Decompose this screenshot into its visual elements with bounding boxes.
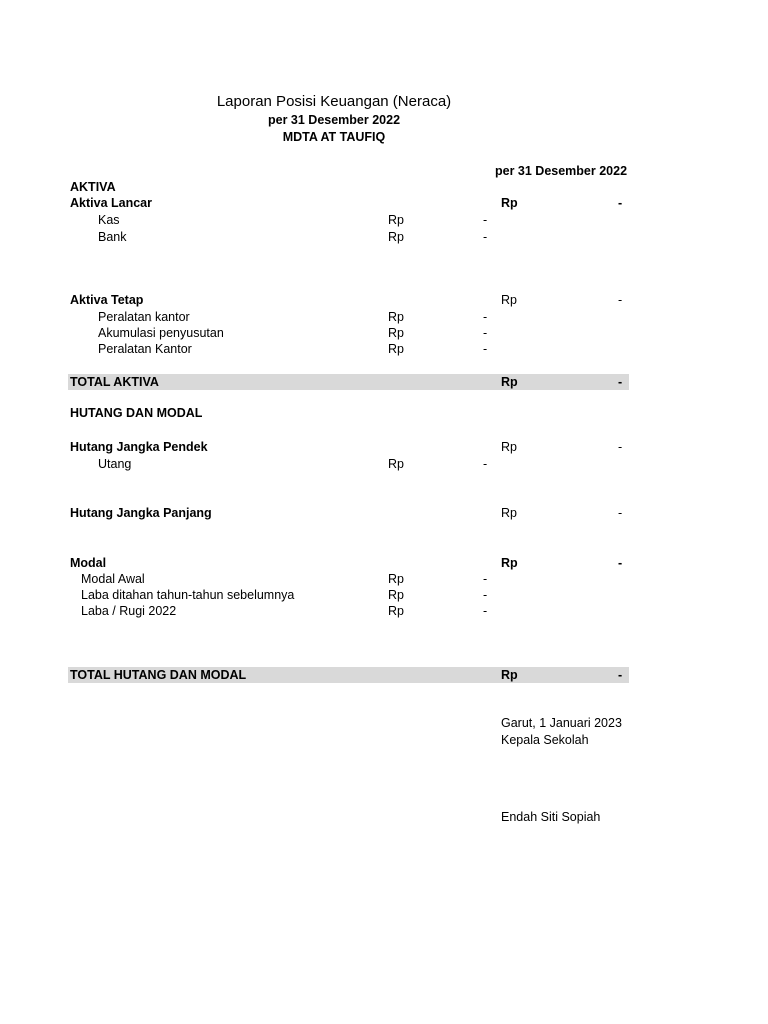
currency-label: Rp (501, 375, 518, 389)
total-aktiva-label: TOTAL AKTIVA (70, 375, 159, 389)
currency-label: Rp (501, 293, 517, 307)
value-dash: - (618, 440, 623, 454)
value-dash: - (483, 572, 488, 586)
report-title: Laporan Posisi Keuangan (Neraca) (216, 93, 452, 110)
value-dash: - (618, 196, 623, 210)
section-aktiva: AKTIVA (70, 180, 116, 194)
currency-label: Rp (501, 668, 518, 682)
line-item-label: Akumulasi penyusutan (98, 326, 224, 340)
line-item-label: Utang (98, 457, 132, 471)
currency-label: Rp (388, 588, 404, 602)
group-hutang-jangka-pendek: Hutang Jangka Pendek (70, 440, 208, 454)
line-item-label: Laba ditahan tahun-tahun sebelumnya (81, 588, 295, 602)
organization-name: MDTA AT TAUFIQ (282, 130, 386, 144)
currency-label: Rp (388, 457, 404, 471)
value-dash: - (483, 213, 488, 227)
value-dash: - (618, 506, 623, 520)
currency-label: Rp (501, 556, 518, 570)
value-dash: - (483, 326, 488, 340)
value-dash: - (483, 342, 488, 356)
currency-label: Rp (388, 604, 404, 618)
value-dash: - (483, 457, 488, 471)
group-aktiva-lancar: Aktiva Lancar (70, 196, 152, 210)
value-dash: - (618, 293, 623, 307)
value-dash: - (483, 604, 488, 618)
currency-label: Rp (388, 230, 404, 244)
value-dash: - (483, 588, 488, 602)
value-dash: - (483, 310, 488, 324)
currency-label: Rp (388, 572, 404, 586)
value-dash: - (483, 230, 488, 244)
value-dash: - (618, 668, 623, 682)
line-item-label: Laba / Rugi 2022 (81, 604, 177, 618)
section-hutang-modal: HUTANG DAN MODAL (70, 406, 203, 420)
signature-name: Endah Siti Sopiah (501, 810, 601, 824)
currency-label: Rp (388, 326, 404, 340)
total-hutang-modal-label: TOTAL HUTANG DAN MODAL (70, 668, 247, 682)
signature-role: Kepala Sekolah (501, 733, 589, 747)
column-header: per 31 Desember 2022 (495, 164, 628, 178)
group-modal: Modal (70, 556, 107, 570)
group-aktiva-tetap: Aktiva Tetap (70, 293, 144, 307)
line-item-label: Peralatan kantor (98, 310, 190, 324)
currency-label: Rp (388, 310, 404, 324)
group-hutang-jangka-panjang: Hutang Jangka Panjang (70, 506, 212, 520)
signature-place-date: Garut, 1 Januari 2023 (501, 716, 622, 730)
line-item-label: Modal Awal (81, 572, 145, 586)
line-item-label: Bank (98, 230, 127, 244)
value-dash: - (618, 375, 623, 389)
currency-label: Rp (501, 506, 517, 520)
line-item-label: Peralatan Kantor (98, 342, 192, 356)
currency-label: Rp (501, 196, 518, 210)
line-item-label: Kas (98, 213, 120, 227)
currency-label: Rp (501, 440, 517, 454)
currency-label: Rp (388, 213, 404, 227)
report-period: per 31 Desember 2022 (267, 113, 401, 127)
value-dash: - (618, 556, 623, 570)
currency-label: Rp (388, 342, 404, 356)
